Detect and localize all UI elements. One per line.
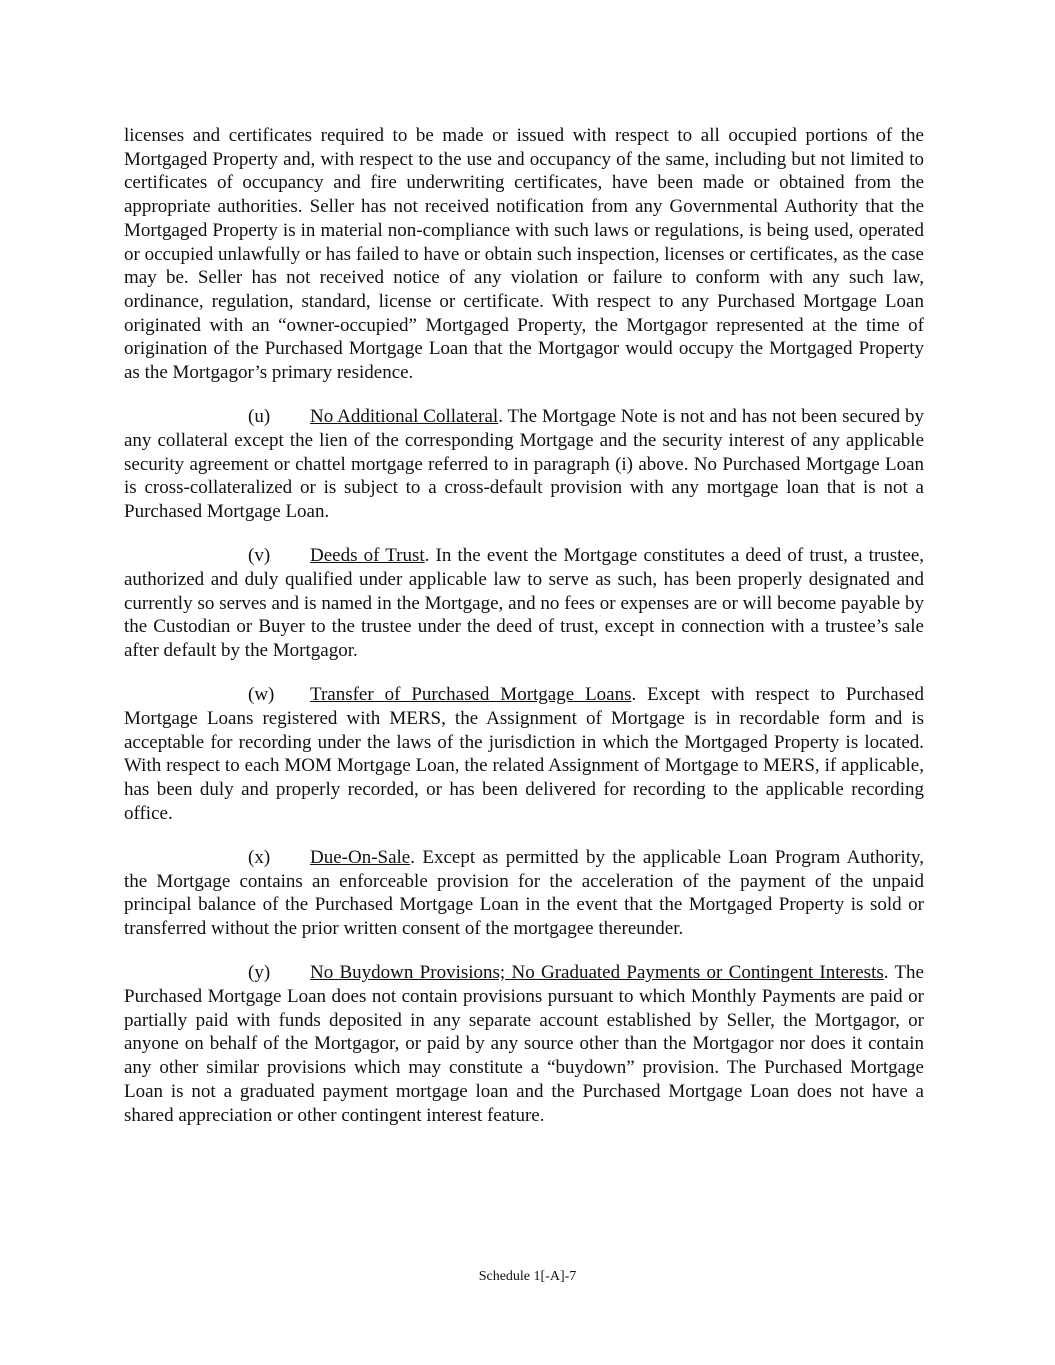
section-body: . In the event the Mortgage constitutes a deed of trust, a trustee, authorized and duly qualified under applicable law to serve as such, has been properly designated and currently so serves and is named in the Mortgage, and no fees or expenses are or will become payable by the Custodian or Buyer to the trustee under the deed of trust, except in connection with a trustee’s sale after default by the Mortgagor.: [124, 545, 925, 662]
section-body: . The Mortgage Note is not and has not been secured by any collateral except the lien of the corresponding Mortgage and the security interest of any applicable security agreement or chattel mortgage referred to in paragraph (i) above. No Purchased Mortgage Loan is cross-collateralized or is subject to a cross-default provision with any mortgage loan that is not a Purchased Mortgage Loan.: [124, 406, 925, 523]
section-heading: No Additional Collateral: [310, 406, 499, 428]
section-body: . Except with respect to Purchased Mortgage Loans registered with MERS, the Assignment of Mortgage is in recordable form and is acceptable for recording under the laws of the jurisdiction in which the Mortgaged Property is located. With respect to each MOM Mortgage Loan, the related Assignment of Mortgage to MERS, if applicable, has been duly and properly recorded, or has been delivered for recording to the applicable recording office.: [124, 684, 924, 824]
section-heading: No Buydown Provisions; No Graduated Payments or Contingent Interests: [310, 962, 884, 984]
section-body: . The Purchased Mortgage Loan does not contain provisions pursuant to which Monthly Payments are paid or partially paid with funds deposited in any separate account established by Seller, the Mortgagor, or anyone on behalf of the Mortgagor, or paid by any source other than the Mortgagor nor does it contain any other similar provisions which may constitute a “buydown” provision. The Purchased Mortgage Loan is not a graduated payment mortgage loan and the Purchased Mortgage Loan does not have a shared appreciation or other contingent interest feature.: [124, 962, 924, 1126]
section-label: (y): [248, 962, 271, 984]
section-x: [124, 846, 924, 941]
section-body: . Except as permitted by the applicable Loan Program Authority, the Mortgage contains an enforceable provision for the acceleration of the payment of the unpaid principal balance of the Purchased Mortgage Loan in the event that the Mortgaged Property is sold or transferred without the prior written consent of the mortgagee thereunder.: [124, 846, 924, 940]
section-v: [124, 544, 924, 663]
section-label: (x): [248, 846, 271, 868]
section-w: [124, 683, 924, 825]
section-label: (u): [248, 406, 271, 428]
page-footer: Schedule 1[-A]-7: [478, 1269, 577, 1284]
continuation-paragraph: licenses and certificates required to be made or issued with respect to all occupied portions of the Mortgaged Property and, with respect to the use and occupancy of the same, including but not limited to certificates of occupancy and fire underwriting certificates, have been made or obtained from the appropriate authorities. Seller has not received notification from any Governmental Authority that the Mortgaged Property is in material non-compliance with such laws or regulations, is being used, operated or occupied unlawfully or has failed to have or obtain such inspection, licenses or certificates, as the case may be. Seller has not received notice of any violation or failure to conform with any such law, ordinance, regulation, standard, license or certificate. With respect to any Purchased Mortgage Loan originated with an “owner-occupied” Mortgaged Property, the Mortgagor represented at the time of origination of the Purchased Mortgage Loan that the Mortgagor would occupy the Mortgaged Property as the Mortgagor’s primary residence.: [124, 125, 924, 384]
section-label: (v): [248, 545, 271, 567]
section-heading: Transfer of Purchased Mortgage Loans: [310, 684, 632, 706]
document-page: [124, 124, 924, 1148]
section-heading: Due-On-Sale: [310, 846, 411, 868]
section-y: [124, 961, 924, 1127]
section-u: [124, 405, 924, 524]
section-label: (w): [248, 684, 275, 706]
section-heading: Deeds of Trust: [310, 545, 425, 567]
